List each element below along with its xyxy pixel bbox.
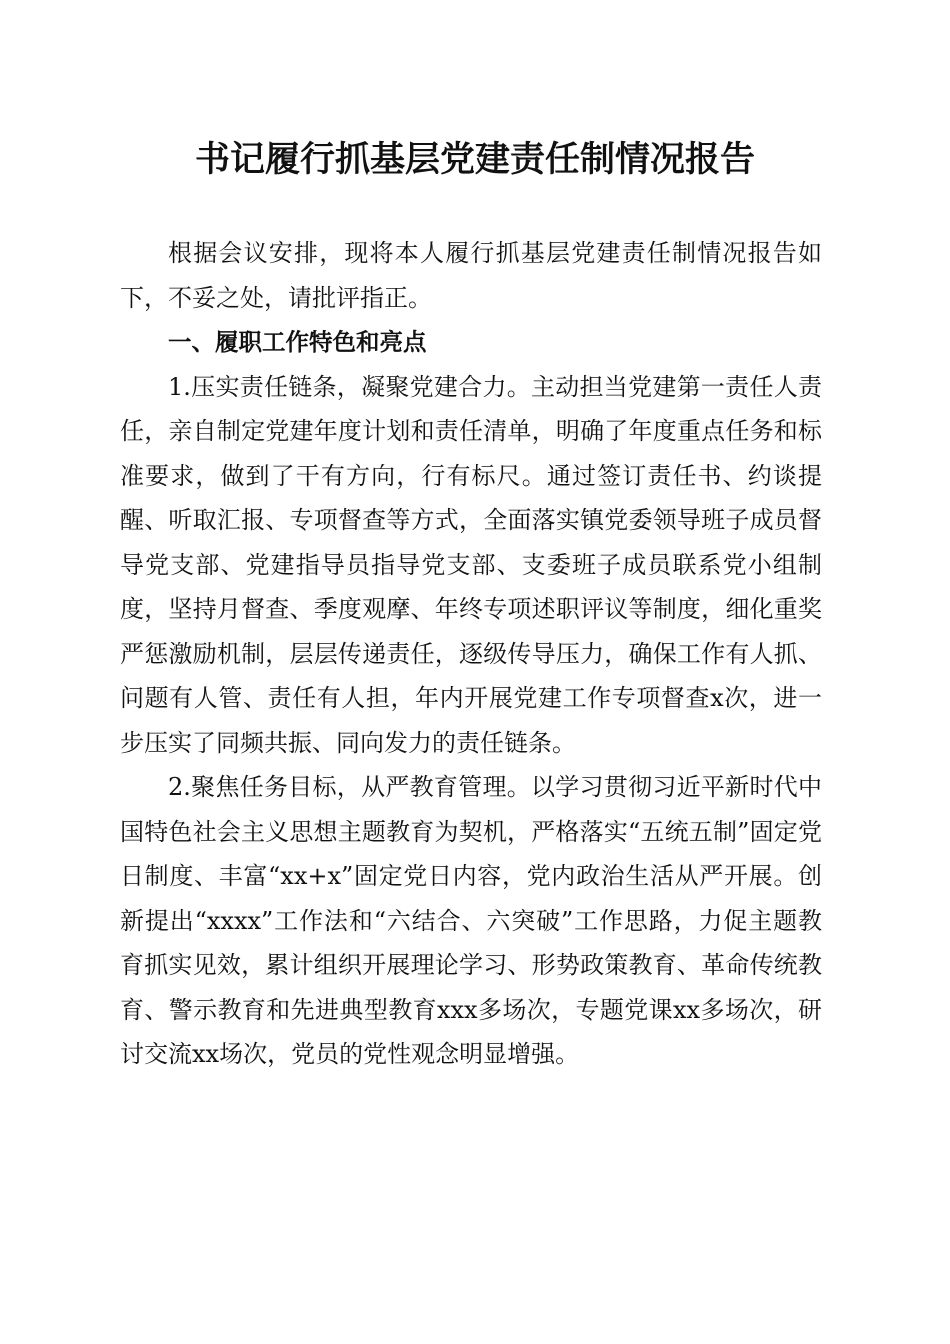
paragraph-1: 1.压实责任链条，凝聚党建合力。主动担当党建第一责任人责任，亲自制定党建年度计划和责任清单，明确了年度重点任务和标准要求，做到了干有方向，行有标尺。通过签订责任书、约谈提醒、听取汇报、专项督查等方式，全面落实镇党委领导班子成员督导党支部、党建指导员指导党支部、支委班子成员联系党小组制度，坚持月督查、季度观摩、年终专项述职评议等制度，细化重奖严惩激励机制，层层传递责任，逐级传导压力，确保工作有人抓、问题有人管、责任有人担，年内开展党建工作专项督查x次，进一步压实了同频共振、同向发力的责任链条。 xyxy=(120,372,822,757)
document-body xyxy=(120,231,822,1077)
intro-paragraph: 根据会议安排，现将本人履行抓基层党建责任制情况报告如下，不妥之处，请批评指正。 xyxy=(120,239,822,312)
section-heading: 一、履职工作特色和亮点 xyxy=(168,328,427,356)
document-title: 书记履行抓基层党建责任制情况报告 xyxy=(194,139,755,180)
paragraph-2: 2.聚焦任务目标，从严教育管理。以学习贯彻习近平新时代中国特色社会主义思想主题教育为契机，严格落实“五统五制”固定党日制度、丰富“xx+x”固定党日内容，党内政治生活从严开展。创新提出“xxxx”工作法和“六结合、六突破”工作思路，力促主题教育抓实见效，累计组织开展理论学习、形势政策教育、革命传统教育、警示教育和先进典型教育xxx多场次，专题党课xx多场次，研讨交流xx场次，党员的党性观念明显增强。 xyxy=(120,773,822,1068)
